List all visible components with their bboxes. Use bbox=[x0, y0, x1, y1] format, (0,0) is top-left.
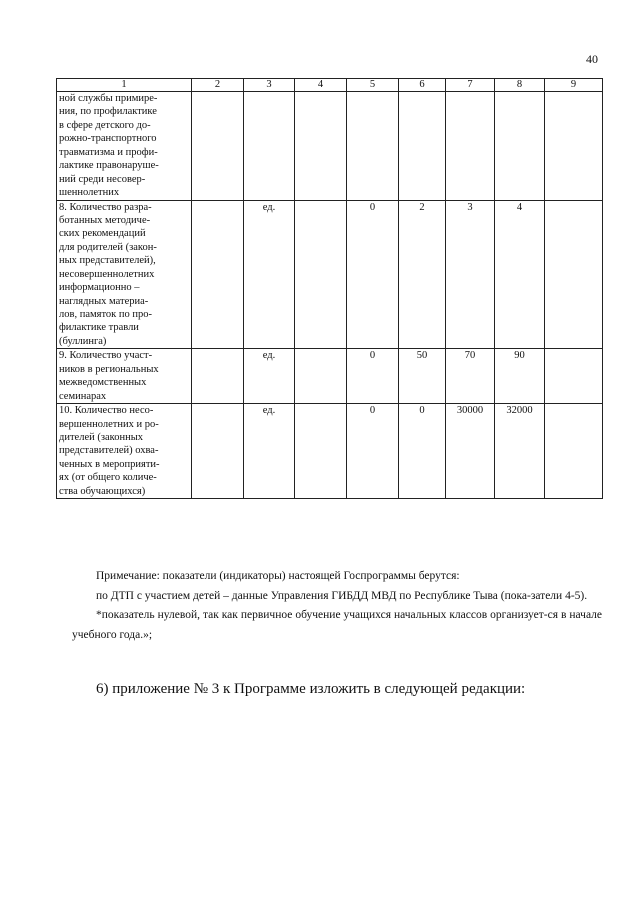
value-cell bbox=[545, 92, 603, 201]
column-header: 5 bbox=[347, 79, 399, 92]
value-cell: 0 bbox=[347, 404, 399, 499]
value-cell bbox=[347, 92, 399, 201]
value-cell: 0 bbox=[347, 349, 399, 404]
value-cell bbox=[295, 349, 347, 404]
table-row bbox=[57, 92, 603, 201]
indicator-name-line: несовершеннолетних bbox=[59, 268, 155, 280]
unit-cell: ед. bbox=[244, 404, 295, 499]
value-cell bbox=[192, 200, 244, 349]
value-cell: 30000 bbox=[446, 404, 495, 499]
note-line: Примечание: показатели (индикаторы) настоящей Госпрограммы берутся: bbox=[96, 570, 460, 582]
value-cell bbox=[192, 92, 244, 201]
indicator-name-line: ченных в мероприяти- bbox=[59, 458, 160, 470]
notes-section bbox=[72, 567, 602, 645]
indicator-name-line: травматизма и профи- bbox=[59, 146, 158, 158]
indicator-name-line: вершеннолетних и ро- bbox=[59, 418, 159, 430]
value-cell bbox=[192, 404, 244, 499]
indicator-name-cell bbox=[57, 349, 192, 404]
value-cell: 90 bbox=[495, 349, 545, 404]
table-row bbox=[57, 404, 603, 499]
indicator-name-line: дителей (законных bbox=[59, 431, 144, 443]
value-cell bbox=[545, 200, 603, 349]
value-cell bbox=[192, 349, 244, 404]
note-line: *показатель нулевой, так как первичное обучение учащихся начальных классов организует-ся в начале учебного года.»; bbox=[72, 609, 602, 641]
indicator-name-line: межведомственных bbox=[59, 377, 147, 389]
value-cell: 4 bbox=[495, 200, 545, 349]
indicator-name-cell bbox=[57, 200, 192, 349]
value-cell bbox=[295, 404, 347, 499]
page-number: 40 bbox=[586, 52, 598, 66]
indicator-name-line: ний среди несовер- bbox=[59, 173, 146, 185]
value-cell: 2 bbox=[399, 200, 446, 349]
column-header: 4 bbox=[295, 79, 347, 92]
indicator-name-line: шеннолетних bbox=[59, 187, 120, 199]
indicator-name-line: в сфере детского до- bbox=[59, 119, 151, 131]
value-cell bbox=[295, 92, 347, 201]
indicator-name-line: лов, памяток по про- bbox=[59, 309, 152, 320]
column-header: 9 bbox=[545, 79, 603, 92]
indicator-name-line: ства обучающихся) bbox=[59, 485, 146, 497]
indicator-name-line: представителей) охва- bbox=[59, 445, 159, 457]
indicator-name-line: (буллинга) bbox=[59, 335, 107, 347]
indicator-name-line: ния, по профилактике bbox=[59, 106, 157, 118]
value-cell: 70 bbox=[446, 349, 495, 404]
column-header: 8 bbox=[495, 79, 545, 92]
indicators-table bbox=[56, 78, 603, 499]
indicator-name-line: ях (от общего количе- bbox=[59, 472, 157, 484]
value-cell bbox=[399, 92, 446, 201]
table-header-row bbox=[57, 79, 603, 92]
indicator-name-line: филактике травли bbox=[59, 322, 139, 334]
value-cell bbox=[446, 92, 495, 201]
indicator-name-line: ной службы примире- bbox=[59, 93, 158, 104]
table-row bbox=[57, 200, 603, 349]
indicator-name-line: информационно – bbox=[59, 282, 140, 294]
indicator-name-cell bbox=[57, 404, 192, 499]
indicator-name-line: лактике правонаруше- bbox=[59, 160, 159, 172]
indicator-name-line: ных представителей), bbox=[59, 255, 156, 267]
table-row bbox=[57, 349, 603, 404]
value-cell bbox=[545, 349, 603, 404]
value-cell: 50 bbox=[399, 349, 446, 404]
column-header: 2 bbox=[192, 79, 244, 92]
indicator-name-line: рожно-транспортного bbox=[59, 133, 157, 145]
value-cell bbox=[495, 92, 545, 201]
value-cell: 0 bbox=[399, 404, 446, 499]
column-header: 1 bbox=[57, 79, 192, 92]
indicator-name-line: для родителей (закон- bbox=[59, 241, 157, 253]
value-cell: 32000 bbox=[495, 404, 545, 499]
indicator-name-line: 9. Количество участ- bbox=[59, 350, 153, 362]
indicator-name-line: наглядных материа- bbox=[59, 295, 149, 307]
indicator-name-line: ботанных методиче- bbox=[59, 214, 151, 226]
unit-cell: ед. bbox=[244, 349, 295, 404]
indicator-name-line: 10. Количество несо- bbox=[59, 405, 154, 417]
indicator-name-line: ников в региональных bbox=[59, 363, 159, 375]
amendment-heading: 6) приложение № 3 к Программе изложить в следующей редакции: bbox=[96, 681, 526, 697]
column-header: 3 bbox=[244, 79, 295, 92]
indicator-name-line: семинарах bbox=[59, 390, 107, 402]
column-header: 7 bbox=[446, 79, 495, 92]
value-cell bbox=[545, 404, 603, 499]
value-cell: 3 bbox=[446, 200, 495, 349]
unit-cell bbox=[244, 92, 295, 201]
indicator-name-cell bbox=[57, 92, 192, 201]
column-header: 6 bbox=[399, 79, 446, 92]
indicator-name-line: 8. Количество разра- bbox=[59, 201, 152, 213]
indicator-name-line: ских рекомендаций bbox=[59, 228, 146, 240]
unit-cell: ед. bbox=[244, 200, 295, 349]
note-line: по ДТП с участием детей – данные Управления ГИБДД МВД по Республике Тыва (пока-затели 4-5). bbox=[96, 589, 588, 602]
value-cell bbox=[295, 200, 347, 349]
value-cell: 0 bbox=[347, 200, 399, 349]
